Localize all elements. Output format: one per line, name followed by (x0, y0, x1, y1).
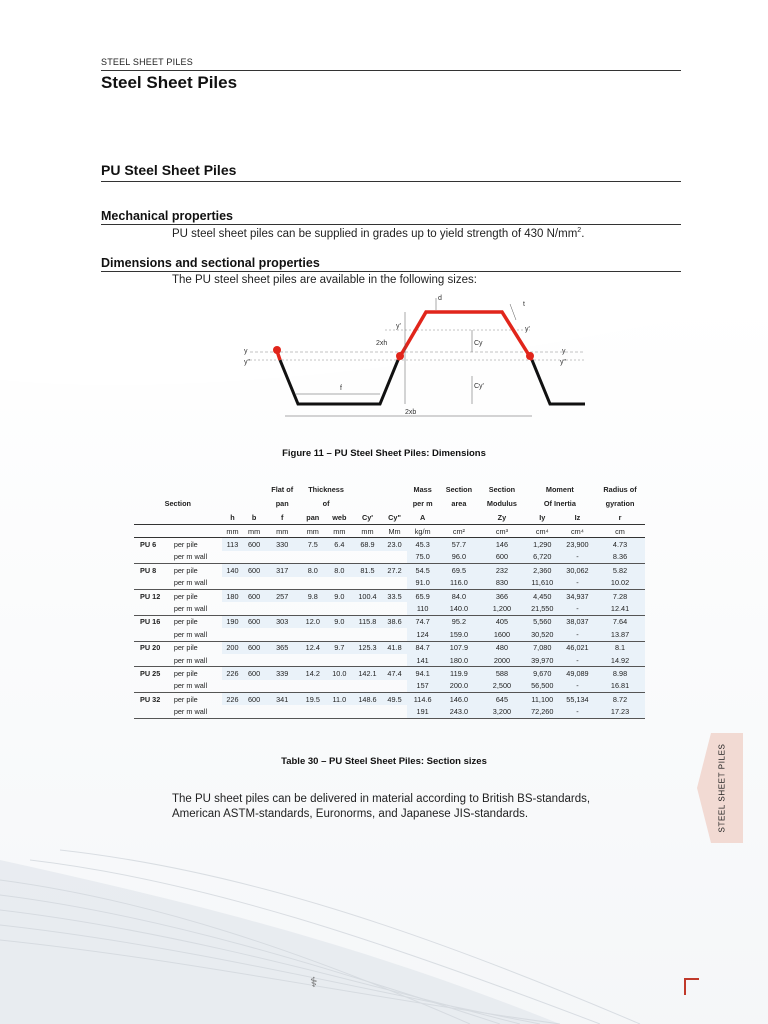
closing-text-line-2: American ASTM-standards, Euronorms, and Japanese JIS-standards. (172, 808, 529, 820)
label-y: y (244, 348, 248, 355)
side-tab-label: STEEL SHEET PILES (717, 743, 727, 833)
corner-mark (684, 978, 699, 995)
table-row: per m wall 191 243.0 3,200 72,260 - 17.23 (134, 705, 645, 718)
label-2b: 2xb (405, 409, 417, 416)
label-f: f (340, 385, 342, 392)
closing-text-line-1: The PU sheet piles can be delivered in material according to British BS-standards, (172, 793, 591, 805)
section-name: PU 20 (140, 643, 161, 653)
dimensions-text: The PU steel sheet piles are available in the following sizes: (172, 274, 477, 286)
section-name: PU 6 (140, 540, 157, 550)
running-header: STEEL SHEET PILES (101, 57, 193, 67)
table-row: PU 12 per pile 180 600 257 9.8 9.0 100.4 33.5 65.9 84.0 366 4,450 34,937 7.28 (134, 589, 645, 602)
label-cy2: Cy' (474, 383, 484, 390)
figure-caption: Figure 11 – PU Steel Sheet Piles: Dimensions (282, 448, 486, 459)
mechanical-rule (101, 224, 681, 225)
mechanical-heading: Mechanical properties (101, 209, 233, 223)
label-t: t (523, 301, 525, 308)
table-row: per m wall 157 200.0 2,500 56,500 - 16.81 (134, 680, 645, 693)
label-cy: Cy (474, 340, 483, 347)
section-name: PU 25 (140, 668, 161, 678)
table-row: per m wall 110 140.0 1,200 21,550 - 12.41 (134, 602, 645, 615)
table-row: PU 6 per pile 113 600 330 7.5 6.4 68.9 23.0 45.3 57.7 146 1,290 23,900 4.73 (134, 538, 645, 551)
section-name: PU 16 (140, 617, 161, 627)
label-y-top: y' (396, 323, 401, 330)
header-rule (101, 70, 681, 71)
label-d: d (438, 295, 442, 302)
table-row: PU 32 per pile 226 600 341 19.5 11.0 148.6 49.5 114.6 146.0 645 11,100 55,134 8.72 (134, 693, 645, 706)
label-2h: 2xh (376, 340, 388, 347)
table-row: per m wall 141 180.0 2000 39,970 - 14.92 (134, 654, 645, 667)
section-sizes-table: Flat of Thickness Mass Section Section Moment Radius of Section pan of per m area Modulus Of Inertia gyration h b f pan web Cy' Cy" A Zy Iy Iz r mm mm mm mm mm mm Mm kg/m cm² cm³ cm⁴ cm⁴ cm PU 6 per pile 113 600 330 7.5 6.4 68.9 23.0 45.3 57.7 146 1,290 23,900 4.73 per m wall 75.0 96.0 600 6,720 - 8.36 PU 8 per pile 140 600 317 8.0 8.0 81.5 27.2 54.5 69.5 232 2,360 30,062 5.82 per m wall 91.0 116.0 830 11,610 - 10.02 PU 12 per pile 180 600 257 9.8 9.0 100.4 33.5 65.9 84.0 366 4,450 34,937 7.28 per m wall 110 140.0 1,200 21,550 - 12.41 PU 16 per pile 190 600 303 12.0 9.0 115.8 38.6 74.7 95.2 405 5,560 38,037 7.64 per m wall 124 159.0 1600 30,520 - 13.87 PU 20 per pile 200 600 365 12.4 9.7 125.3 41.8 84.7 107.9 480 7,080 46,021 8.1 per m wall 141 180.0 2000 39,970 - 14.92 PU 25 per pile 226 600 339 14.2 10.0 142.1 47.4 94.1 119.9 588 9,670 49,089 8.98 per m wall 157 200.0 2,500 56,500 - 16.81 PU 32 per pile 226 600 341 19.5 11.0 148.6 49.5 114.6 146.0 645 11,100 55,134 8.72 per m wall 191 243.0 3,200 72,260 - 17.23 (134, 482, 645, 719)
table-caption: Table 30 – PU Steel Sheet Piles: Section sizes (281, 756, 487, 767)
mechanical-text: PU steel sheet piles can be supplied in grades up to yield strength of 430 $N/mm^2$. (172, 227, 585, 240)
footer-logo-icon: ⚕ (310, 974, 318, 990)
section-name: PU 32 (140, 694, 161, 704)
table-row: per m wall 91.0 116.0 830 11,610 - 10.02 (134, 577, 645, 590)
label-y-top-right: y' (525, 326, 530, 333)
label-y-right: y (562, 348, 566, 355)
table-row: per m wall 124 159.0 1600 30,520 - 13.87 (134, 628, 645, 641)
table-row: PU 25 per pile 226 600 339 14.2 10.0 142.1 47.4 94.1 119.9 588 9,670 49,089 8.98 (134, 667, 645, 680)
table-row: PU 16 per pile 190 600 303 12.0 9.0 115.8 38.6 74.7 95.2 405 5,560 38,037 7.64 (134, 615, 645, 628)
page-title: Steel Sheet Piles (101, 73, 238, 92)
table-row: PU 20 per pile 200 600 365 12.4 9.7 125.3 41.8 84.7 107.9 480 7,080 46,021 8.1 (134, 641, 645, 654)
profile-dimensions-diagram (240, 290, 600, 420)
section-title: PU Steel Sheet Piles (101, 162, 237, 178)
label-y2: y" (244, 359, 250, 366)
section-rule (101, 181, 681, 182)
units-row: mm mm mm mm mm mm Mm kg/m cm² cm³ cm⁴ cm⁴ cm (134, 525, 645, 538)
table-row: per m wall 75.0 96.0 600 6,720 - 8.36 (134, 551, 645, 564)
label-y2-right: y" (560, 359, 566, 366)
section-name: PU 8 (140, 565, 157, 575)
dimensions-rule (101, 271, 681, 272)
table-row: PU 8 per pile 140 600 317 8.0 8.0 81.5 27.2 54.5 69.5 232 2,360 30,062 5.82 (134, 564, 645, 577)
table-body (134, 538, 645, 718)
section-name: PU 12 (140, 591, 161, 601)
dimensions-heading: Dimensions and sectional properties (101, 256, 320, 270)
